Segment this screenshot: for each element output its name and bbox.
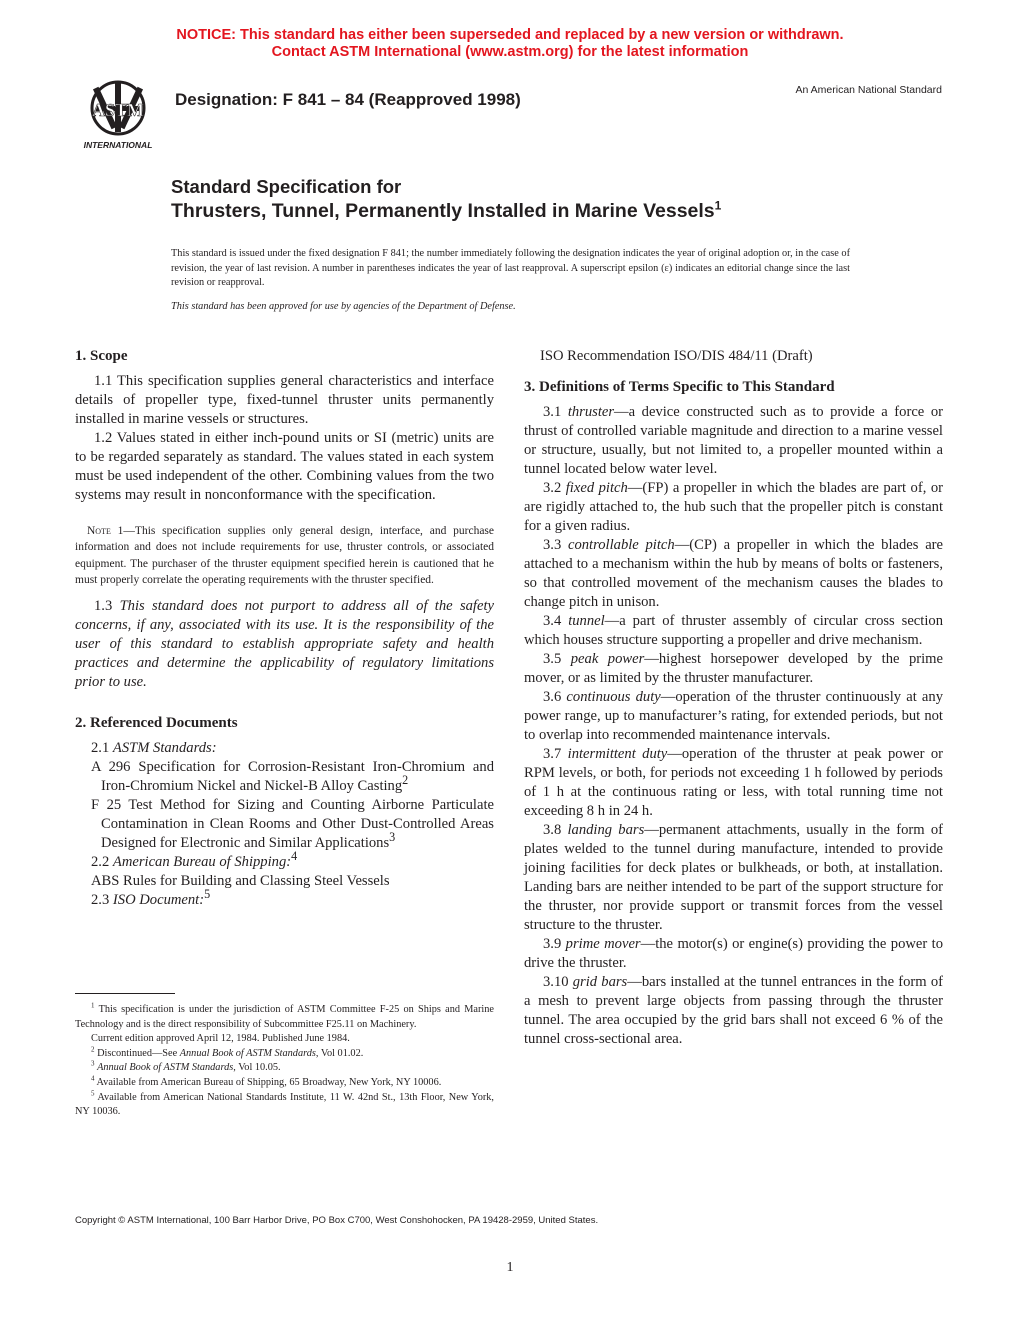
ref-abs: ABS Rules for Building and Classing Steel Vessels (91, 872, 390, 889)
definitions-list (524, 403, 943, 1049)
notice-line-1: NOTICE: This standard has either been superseded and replaced by a new version or withdrawn. (176, 27, 844, 43)
definition-text: —(FP) a propeller in which the blades are part of, or are rigidly attached to, the hub such that the propeller pitch is constant for a given radius. (524, 480, 943, 534)
footnotes (75, 1003, 494, 1120)
footnote-3 (75, 1061, 494, 1076)
para-1-3-text: This standard does not purport to address all of the safety concerns, if any, associated with its use. It is the responsibility of the user of this standard to establish appropriate safety and health practices and determine the applicability of regulatory limitations prior to use. (75, 597, 494, 690)
notice-banner (0, 27, 1020, 61)
para-1-3 (75, 597, 494, 692)
definition-item (524, 536, 943, 612)
definition-item (524, 973, 943, 1049)
fn2-italic: Annual Book of ASTM Standards (179, 1047, 316, 1059)
fn3-italic: Annual Book of ASTM Standards (97, 1062, 234, 1074)
approved-note: This standard has been approved for use by agencies of the Department of Defense. (171, 301, 516, 312)
ref-a296-fn: 2 (402, 772, 409, 787)
title-footnote-mark: 1 (714, 198, 722, 213)
fn3-post: , Vol 10.05. (233, 1062, 281, 1074)
definition-term: controllable pitch (567, 537, 675, 553)
title-line-2 (171, 200, 721, 223)
preamble: This standard is issued under the fixed designation F 841; the number immediately following the designation indicates the year of original adoption or, in the case of revision, the year of last revision. A number in parentheses indicates the year of last reapproval. A superscript epsilon (ε) indicates an editorial change since the last revision or reapproval. (171, 248, 850, 289)
definition-num: 3.5 (543, 651, 562, 667)
fn1-text: This specification is under the jurisdiction of ASTM Committee F-25 on Ships and Marine Technology and is the direct responsibility of Subcommittee F25.11 on Machinery. (75, 1004, 494, 1030)
definition-term: prime mover (565, 936, 641, 952)
definition-num: 3.4 (543, 613, 562, 629)
definitions-heading: 3. Definitions of Terms Specific to This Standard (524, 379, 835, 395)
designation: Designation: F 841 – 84 (Reapproved 1998) (175, 90, 521, 109)
footnote-5 (75, 1091, 494, 1120)
right-column (524, 347, 943, 1049)
fn5-text: Available from American National Standards Institute, 11 W. 42nd St., 13th Floor, New York, NY 10036. (75, 1091, 494, 1118)
definition-item (524, 821, 943, 935)
ref-2-2 (75, 848, 494, 872)
definition-term: peak power (570, 651, 645, 667)
definition-num: 3.6 (543, 689, 562, 705)
definition-num: 3.1 (543, 404, 562, 420)
ref-2-1-num: 2.1 (91, 739, 110, 756)
definition-item (524, 935, 943, 973)
astm-logo (72, 78, 164, 152)
definition-num: 3.10 (543, 974, 569, 990)
copyright: Copyright © ASTM International, 100 Barr Harbor Drive, PO Box C700, West Conshohocken, PA 19428-2959, United States. (75, 1215, 599, 1226)
definition-text: —a device constructed such as to provide a force or thrust of controlled variable magnitude and direction to a marine vessel or structure, usually, but not limited to, a propeller mounted within a tunnel located below water level. (524, 404, 944, 477)
definition-num: 3.3 (543, 537, 562, 553)
logo-text: ASTM (91, 100, 145, 120)
ref-2-1-text: ASTM Standards: (112, 739, 217, 756)
ref-2-1 (75, 739, 494, 758)
fn4-text: Available from American Bureau of Shipping, 65 Broadway, New York, NY 10006. (96, 1076, 442, 1088)
definition-term: tunnel (568, 613, 605, 629)
para-1-2: 1.2 Values stated in either inch-pound units or SI (metric) units are to be regarded separately as standard. The values stated in each system must be used independent of the other. Combining values from the two systems may result in nonconformance with the specification. (75, 430, 494, 503)
definition-text: —(CP) a propeller in which the blades are attached to a mechanism within the hub by means of bolts or fasteners, so that controlled movement of the mechanism causes the blades to change pitch in unison. (524, 537, 944, 610)
ref-2-3 (75, 886, 494, 910)
definition-text: —operation of the thruster at peak power or RPM levels, or both, for periods not exceeding 1 h followed by periods of 1 h at the continuous rating or less, with total running time not exceeding 8 h in 24 h. (524, 746, 943, 819)
definition-term: thruster (567, 404, 615, 420)
definition-item (524, 479, 943, 536)
note-label: Note 1 (87, 525, 124, 537)
fn1-mark: 1 (91, 1001, 95, 1010)
definition-text: —highest horsepower developed by the prime mover, or as limited by the thruster manufacturer. (524, 651, 943, 686)
para-1-1: 1.1 This specification supplies general characteristics and interface details of propeller type, fixed-tunnel thruster units permanently installed in marine vessels or structures. (75, 373, 494, 427)
notice-line-2: Contact ASTM International (www.astm.org) for the latest information (271, 44, 749, 60)
definition-text: —a part of thruster assembly of circular cross section which houses structure supporting a propeller and drive mechanism. (524, 613, 943, 648)
footnote-2 (75, 1047, 494, 1062)
definition-term: continuous duty (566, 689, 661, 705)
fn2-pre: Discontinued—See (97, 1047, 178, 1059)
definition-term: grid bars (572, 974, 628, 990)
footnote-1 (75, 1003, 494, 1032)
ref-2-2-text: American Bureau of Shipping: (112, 853, 292, 870)
ref-2-3-text: ISO Document: (112, 891, 205, 908)
para-1-3-num: 1.3 (94, 597, 113, 614)
national-standard-label: An American National Standard (795, 84, 942, 96)
ref-heading: 2. Referenced Documents (75, 714, 238, 731)
page-number: 1 (506, 1260, 514, 1275)
fn5-mark: 5 (91, 1089, 95, 1098)
definition-text: —operation of the thruster continuously at any power range, up to manufacturer’s rating, for extended periods, but not to overlap into recommended maintenance intervals. (524, 689, 943, 743)
definition-num: 3.8 (543, 822, 562, 838)
definition-text: —permanent attachments, usually in the form of plates welded to the tunnel during manufacture, intended to provide joining facilities for deck plates or bulkheads, or both, at installation. Landing bars are neither intended to be part of the support structure for the thruster, nor provide support or transmit forces from the vessel structure to the thruster. (524, 822, 944, 933)
definition-text: —the motor(s) or engine(s) providing the power to drive the thruster. (524, 936, 944, 971)
fn2-mark: 2 (91, 1045, 95, 1054)
definition-item (524, 745, 943, 821)
definition-item (524, 688, 943, 745)
left-column (75, 347, 494, 910)
definition-item (524, 403, 943, 479)
footnote-1b: Current edition approved April 12, 1984. Published June 1984. (91, 1033, 350, 1045)
footnote-rule (75, 993, 175, 994)
ref-2-3-num: 2.3 (91, 891, 110, 908)
title-line-1: Standard Specification for (171, 176, 402, 197)
ref-f25-text: F 25 Test Method for Sizing and Counting Airborne Particulate Contamination in Clean Rooms and Other Dust-Controlled Areas Designed for Electronic and Similar Applications (91, 796, 494, 851)
ref-2-2-fn: 4 (291, 848, 298, 863)
title-text: Thrusters, Tunnel, Permanently Installed in Marine Vessels (171, 200, 715, 222)
logo-subtext: INTERNATIONAL (83, 140, 153, 150)
ref-2-3-fn: 5 (204, 886, 211, 901)
scope-heading: 1. Scope (75, 348, 128, 364)
footnote-4 (75, 1076, 494, 1091)
ref-a296 (75, 758, 494, 796)
definition-num: 3.9 (543, 936, 562, 952)
ref-a296-text: A 296 Specification for Corrosion-Resistant Iron-Chromium and Iron-Chromium Nickel and Nickel-B Alloy Casting (91, 758, 494, 794)
ref-iso: ISO Recommendation ISO/DIS 484/11 (Draft) (540, 348, 813, 364)
ref-f25 (75, 796, 494, 853)
definition-term: landing bars (567, 822, 645, 838)
definition-item (524, 612, 943, 650)
definition-term: fixed pitch (565, 480, 628, 496)
note-text: —This specification supplies only general design, interface, and purchase information and does not include requirements for use, thruster controls, or associated equipment. The purchaser of the thruster equipment specified herein is cautioned that he must properly correlate the operating requirements with the thruster specified. (75, 525, 495, 587)
definition-term: intermittent duty (567, 746, 668, 762)
definition-text: —bars installed at the tunnel entrances in the form of a mesh to prevent large objects from passing through the thruster tunnel. The area occupied by the grid bars shall not exceed 6 % of the tunnel cross-sectional area. (524, 974, 943, 1047)
fn4-mark: 4 (91, 1074, 95, 1083)
note-1 (75, 523, 494, 589)
definition-num: 3.2 (543, 480, 562, 496)
fn3-mark: 3 (91, 1059, 95, 1068)
fn2-post: , Vol 01.02. (315, 1047, 364, 1059)
definition-num: 3.7 (543, 746, 562, 762)
definition-item (524, 650, 943, 688)
ref-2-2-num: 2.2 (91, 853, 110, 870)
ref-f25-fn: 3 (389, 829, 396, 844)
